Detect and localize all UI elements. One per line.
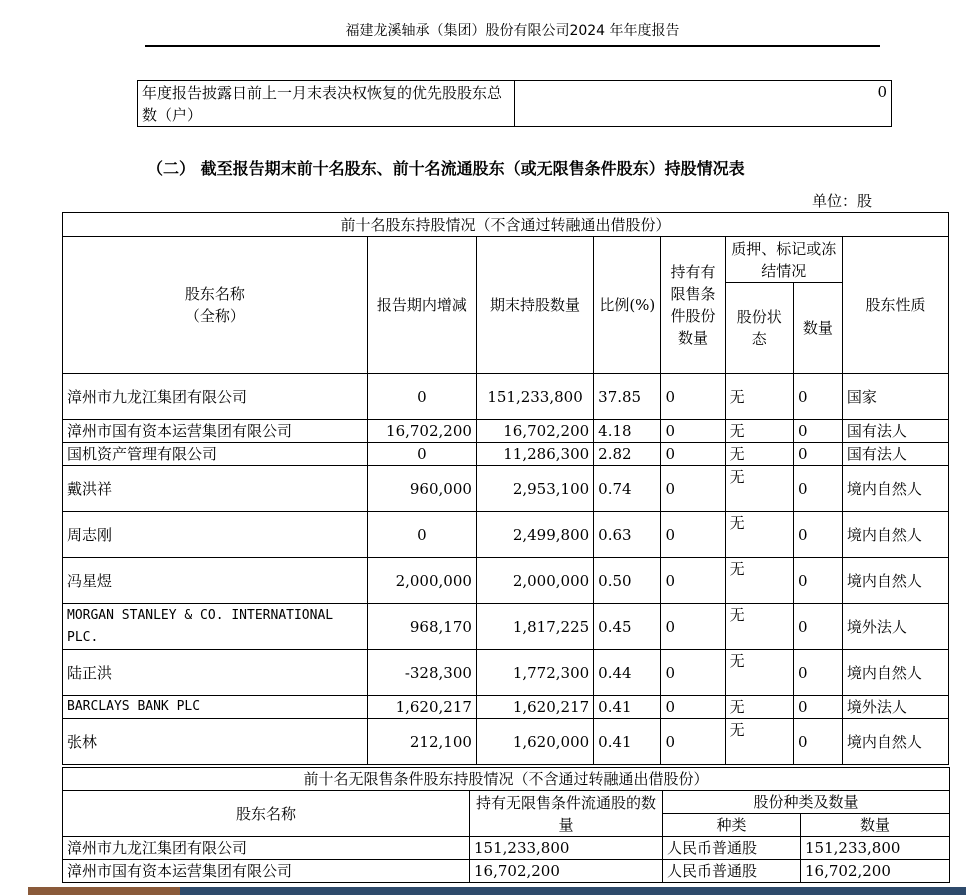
row-nature: 境内自然人 [842, 558, 948, 604]
header-ratio: 比例(%) [594, 237, 661, 374]
table-row [63, 860, 950, 883]
row-holding: 2,499,800 [476, 512, 593, 558]
row-status: 无 [725, 696, 793, 719]
unit-label: 单位：股 [812, 192, 873, 210]
row-ratio: 0.41 [594, 719, 661, 765]
header-pledge: 质押、标记或冻结情况 [725, 237, 842, 283]
row-nature: 国家 [842, 374, 948, 420]
row-ratio: 37.85 [594, 374, 661, 420]
row-nature: 国有法人 [842, 443, 948, 466]
row-restricted: 0 [661, 558, 725, 604]
table-row [63, 696, 949, 719]
top10-title: 前十名股东持股情况（不含通过转融通出借股份） [63, 213, 949, 237]
row-ratio: 2.82 [594, 443, 661, 466]
row-qty: 0 [793, 696, 842, 719]
row-name: 戴洪祥 [63, 466, 368, 512]
row-status: 无 [725, 512, 793, 558]
row-restricted: 0 [661, 719, 725, 765]
row-amount: 151,233,800 [801, 837, 950, 860]
row-holding: 1,620,000 [476, 719, 593, 765]
row-qty: 0 [793, 512, 842, 558]
row-restricted: 0 [661, 374, 725, 420]
row-holding: 1,817,225 [476, 604, 593, 650]
row-name: 陆正洪 [63, 650, 368, 696]
table-row [63, 420, 949, 443]
row-holding: 16,702,200 [476, 420, 593, 443]
table-row [63, 558, 949, 604]
row-name: 张林 [63, 719, 368, 765]
unrestricted-title: 前十名无限售条件股东持股情况（不含通过转融通出借股份） [63, 768, 950, 791]
row-nature: 境内自然人 [842, 512, 948, 558]
table-row [63, 604, 949, 650]
row-status: 无 [725, 420, 793, 443]
preferred-shareholder-table [137, 80, 892, 127]
row-name: 周志刚 [63, 512, 368, 558]
header-name: 股东名称 （全称） [63, 237, 368, 374]
row-qty: 0 [793, 604, 842, 650]
preferred-value: 0 [515, 81, 892, 127]
row-change: 968,170 [367, 604, 476, 650]
table-row [63, 443, 949, 466]
row-restricted: 0 [661, 512, 725, 558]
row-change: 1,620,217 [367, 696, 476, 719]
table-row [63, 719, 949, 765]
header-change: 报告期内增减 [367, 237, 476, 374]
row-status: 无 [725, 466, 793, 512]
row-status: 无 [725, 374, 793, 420]
row-qty: 0 [793, 650, 842, 696]
row-nature: 境内自然人 [842, 466, 948, 512]
row-qty: 0 [793, 719, 842, 765]
row-restricted: 0 [661, 443, 725, 466]
row-qty: 0 [793, 420, 842, 443]
row-status: 无 [725, 719, 793, 765]
row-status: 无 [725, 604, 793, 650]
table-row [63, 512, 949, 558]
row-nature: 境内自然人 [842, 650, 948, 696]
row-ratio: 4.18 [594, 420, 661, 443]
row-type: 人民币普通股 [663, 860, 801, 883]
row-holding: 2,953,100 [476, 466, 593, 512]
row-ratio: 0.63 [594, 512, 661, 558]
row-change: 2,000,000 [367, 558, 476, 604]
row-nature: 境外法人 [842, 696, 948, 719]
header-pledge-status: 股份状态 [725, 283, 793, 374]
row-restricted: 0 [661, 650, 725, 696]
row-restricted: 0 [661, 696, 725, 719]
row-ratio: 0.50 [594, 558, 661, 604]
table-row [63, 374, 949, 420]
row-type: 人民币普通股 [663, 837, 801, 860]
row-change: 0 [367, 512, 476, 558]
row-holding: 11,286,300 [476, 443, 593, 466]
row-nature: 国有法人 [842, 420, 948, 443]
row-change: 212,100 [367, 719, 476, 765]
page-header: 福建龙溪轴承（集团）股份有限公司2024 年年度报告 [345, 23, 680, 39]
row-restricted: 0 [661, 420, 725, 443]
row-name: MORGAN STANLEY & CO. INTERNATIONAL PLC. [63, 604, 368, 650]
table-row [63, 466, 949, 512]
row-change: 0 [367, 443, 476, 466]
row-change: 16,702,200 [367, 420, 476, 443]
row-name: 漳州市国有资本运营集团有限公司 [63, 420, 368, 443]
row-ratio: 0.45 [594, 604, 661, 650]
row-name: BARCLAYS BANK PLC [63, 696, 368, 719]
row-ratio: 0.74 [594, 466, 661, 512]
row-restricted: 0 [661, 466, 725, 512]
row-amount: 16,702,200 [801, 860, 950, 883]
header-holding: 期末持股数量 [476, 237, 593, 374]
row-qty: 151,233,800 [470, 837, 663, 860]
header-restricted: 持有有限售条件股份数量 [661, 237, 725, 374]
row-name: 漳州市九龙江集团有限公司 [63, 374, 368, 420]
row-status: 无 [725, 443, 793, 466]
row-ratio: 0.41 [594, 696, 661, 719]
top10-unrestricted-table [62, 767, 950, 883]
row-status: 无 [725, 650, 793, 696]
header-nature: 股东性质 [842, 237, 948, 374]
row-holding: 2,000,000 [476, 558, 593, 604]
row-change: -328,300 [367, 650, 476, 696]
row-holding: 151,233,800 [476, 374, 593, 420]
row-name: 漳州市九龙江集团有限公司 [63, 837, 470, 860]
unrestricted-header-amount: 数量 [801, 814, 950, 837]
header-divider [145, 45, 880, 47]
row-nature: 境外法人 [842, 604, 948, 650]
table-row [63, 650, 949, 696]
row-status: 无 [725, 558, 793, 604]
row-name: 漳州市国有资本运营集团有限公司 [63, 860, 470, 883]
header-pledge-qty: 数量 [793, 283, 842, 374]
row-qty: 16,702,200 [470, 860, 663, 883]
row-nature: 境内自然人 [842, 719, 948, 765]
row-name: 冯星煜 [63, 558, 368, 604]
unrestricted-header-type-qty: 股份种类及数量 [663, 791, 950, 814]
row-ratio: 0.44 [594, 650, 661, 696]
unrestricted-header-name: 股东名称 [63, 791, 470, 837]
table-row [63, 837, 950, 860]
row-name: 国机资产管理有限公司 [63, 443, 368, 466]
row-holding: 1,620,217 [476, 696, 593, 719]
row-restricted: 0 [661, 604, 725, 650]
top10-shareholders-table [62, 212, 949, 765]
preferred-label: 年度报告披露日前上一月末表决权恢复的优先股股东总数（户） [138, 81, 515, 127]
row-qty: 0 [793, 558, 842, 604]
row-qty: 0 [793, 443, 842, 466]
page-footer-bar-accent [180, 887, 966, 895]
row-qty: 0 [793, 374, 842, 420]
row-change: 0 [367, 374, 476, 420]
row-holding: 1,772,300 [476, 650, 593, 696]
row-qty: 0 [793, 466, 842, 512]
row-change: 960,000 [367, 466, 476, 512]
section-heading: （二） 截至报告期末前十名股东、前十名流通股东（或无限售条件股东）持股情况表 [147, 159, 745, 178]
unrestricted-header-qty: 持有无限售条件流通股的数量 [470, 791, 663, 837]
unrestricted-header-type: 种类 [663, 814, 801, 837]
